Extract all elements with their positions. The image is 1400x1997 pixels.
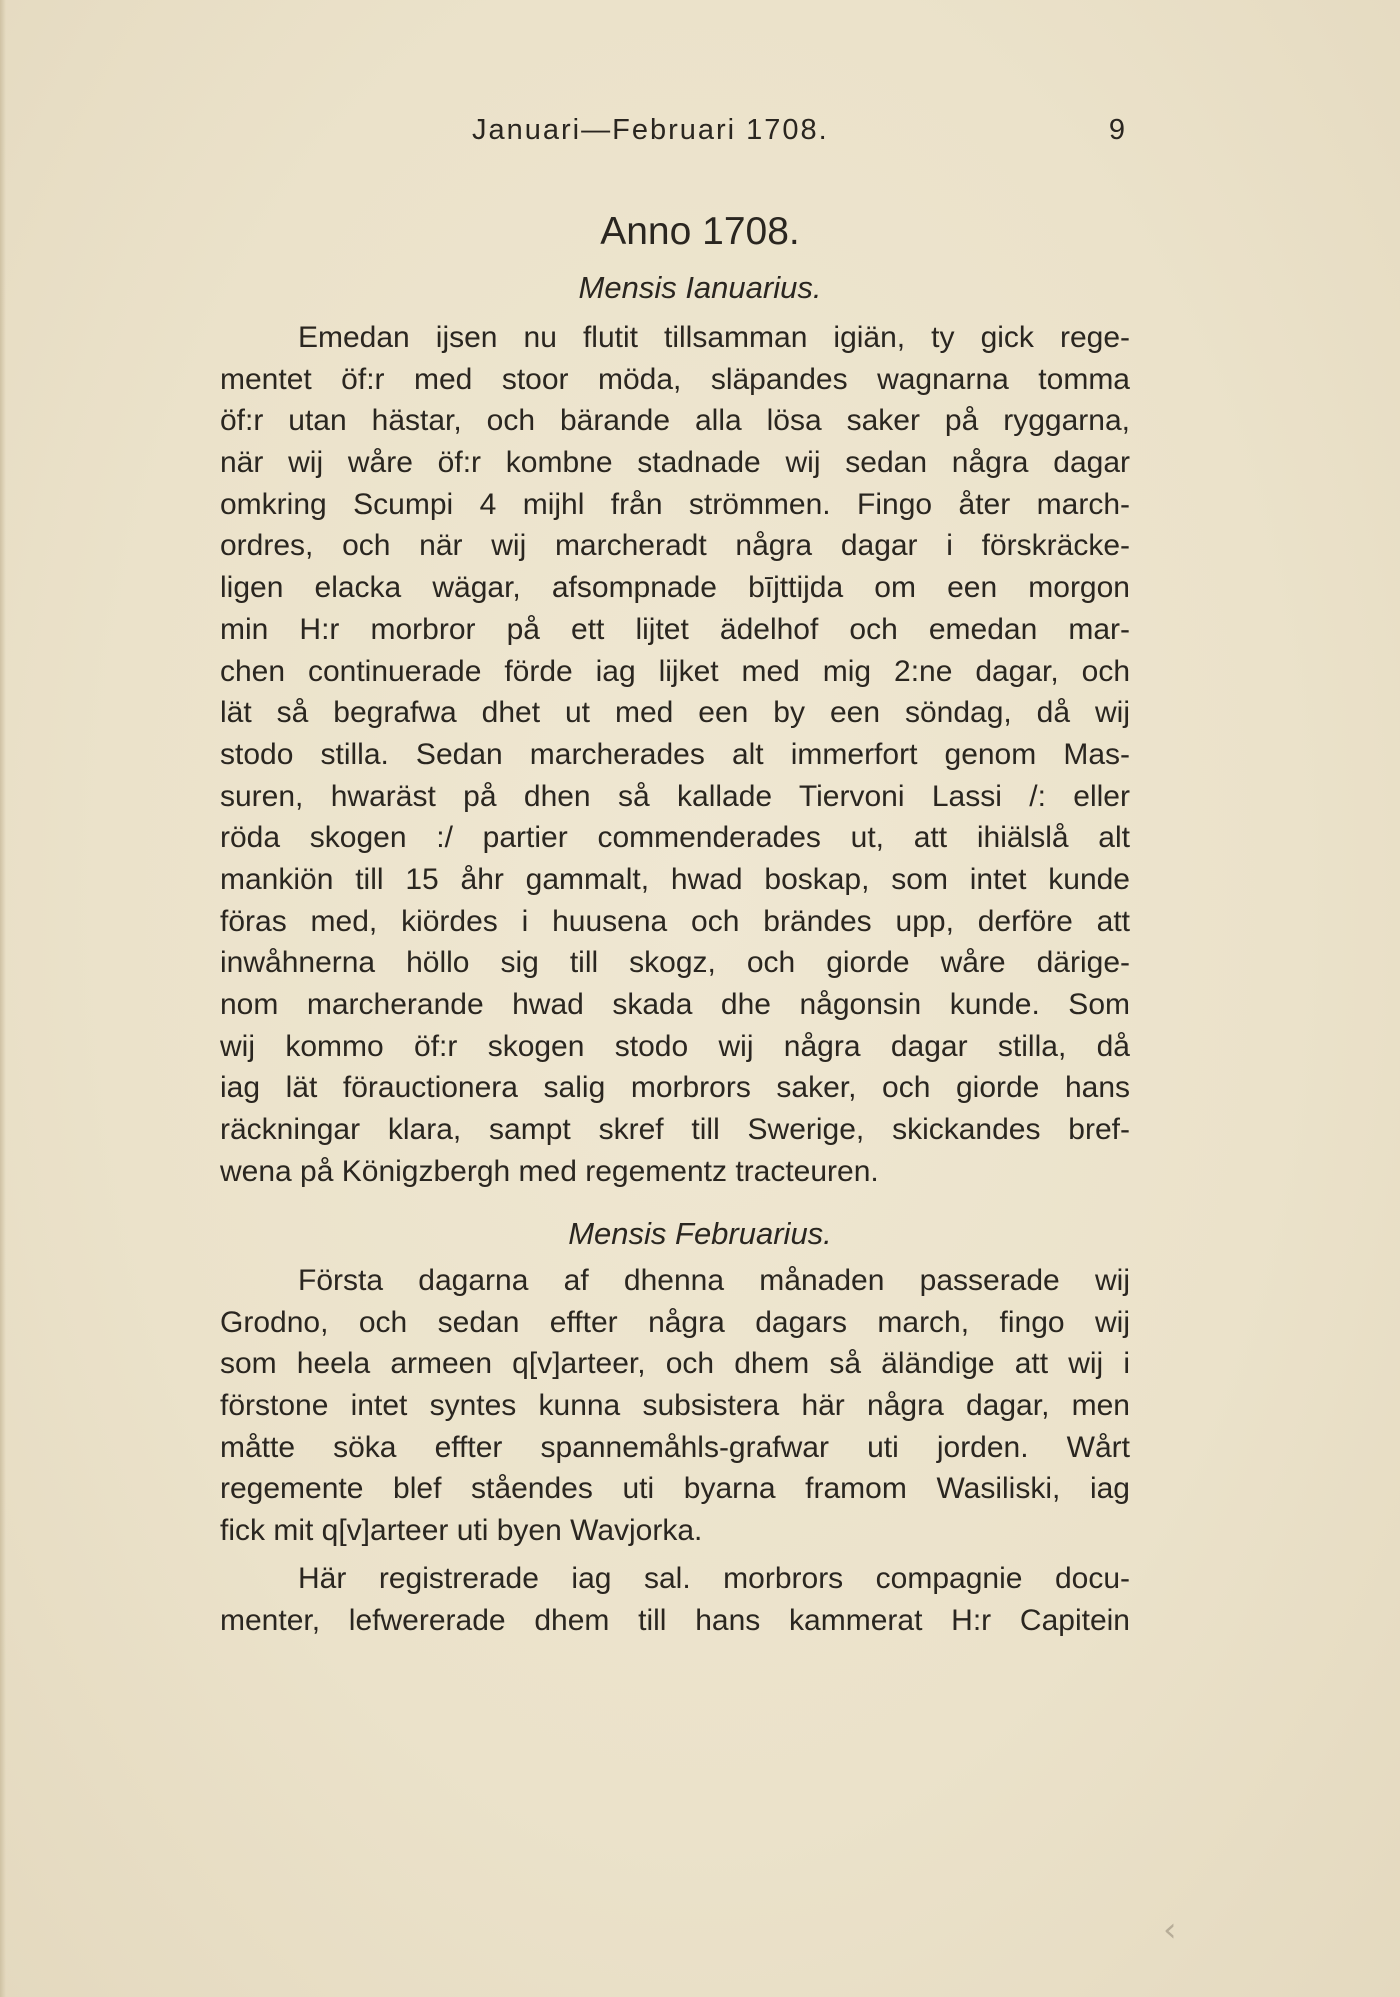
text-line: omkring Scumpi 4 mijhl från strömmen. Fingo åter march- (220, 487, 1130, 521)
text-line: wena på Königzbergh med regementz tracteuren. (220, 1154, 879, 1188)
text-line: mentet öf:r med stoor möda, släpandes wagnarna tomma (220, 362, 1130, 396)
text-line: räckningar klara, sampt skref till Swerige, skickandes bref- (220, 1113, 1130, 1147)
page-number: 9 (1108, 114, 1125, 146)
text-line: wij kommo öf:r skogen stodo wij några dagar stilla, då (220, 1029, 1130, 1063)
text-line: suren, hwaräst på dhen så kallade Tiervoni Lassi /: eller (220, 779, 1130, 813)
text-line: ligen elacka wägar, afsompnade bījttijda om een morgon (220, 571, 1130, 605)
text-line: stodo stilla. Sedan marcherades alt immerfort genom Mas- (220, 737, 1130, 771)
text-line: min H:r morbror på ett lijtet ädelhof och emedan mar- (220, 612, 1130, 646)
month-heading-january: Mensis Ianuarius. (578, 270, 822, 305)
paragraph-february-2 (220, 1558, 1130, 1641)
text-line: Emedan ijsen nu flutit tillsamman igiän, ty gick rege- (298, 321, 1130, 354)
paragraph-february-1 (220, 1260, 1130, 1552)
month-heading-february: Mensis Februarius. (568, 1216, 832, 1251)
text-line: förstone intet syntes kunna subsistera här några dagar, men (220, 1389, 1130, 1423)
text-line: som heela armeen q[v]arteer, och dhem så äländige att wij i (220, 1347, 1130, 1381)
text-line: chen continuerade förde iag lijket med mig 2:ne dagar, och (220, 654, 1130, 688)
text-line: ordres, och när wij marcheradt några dagar i förskräcke- (220, 529, 1130, 563)
text-line: Här registrerade iag sal. morbrors compagnie docu- (298, 1562, 1130, 1595)
paragraph-january-1 (220, 317, 1130, 1192)
text-line: lät så begrafwa dhet ut med een by een söndag, då wij (220, 696, 1130, 730)
text-line: fick mit q[v]arteer uti byen Wavjorka. (220, 1514, 703, 1548)
text-line: när wij wåre öf:r kombne stadnade wij sedan några dagar (220, 446, 1130, 480)
text-line: regemente blef ståendes uti byarna framom Wasiliski, iag (220, 1472, 1130, 1506)
year-heading: Anno 1708. (600, 210, 800, 253)
running-title: Januari—Februari 1708. (472, 114, 829, 146)
text-line: nom marcherande hwad skada dhe någonsin kunde. Som (220, 988, 1130, 1021)
text-line: Första dagarna af dhenna månaden passerade wij (298, 1264, 1130, 1297)
running-head (220, 114, 1125, 158)
text-line: öf:r utan hästar, och bärande alla lösa saker på ryggarna, (220, 404, 1130, 438)
text-line: röda skogen :/ partier commenderades ut, att ihiälslå alt (220, 821, 1130, 855)
pencil-mark: ‹ (1163, 1910, 1177, 1950)
text-line: mankiön till 15 åhr gammalt, hwad boskap, som intet kunde (220, 862, 1130, 896)
text-line: menter, lefwererade dhem till hans kammerat H:r Capitein (220, 1603, 1130, 1637)
text-line: måtte söka effter spannemåhls-grafwar uti jorden. Wårt (220, 1430, 1130, 1464)
text-line: iag lät förauctionera salig morbrors saker, och giorde hans (220, 1071, 1130, 1105)
text-line: Grodno, och sedan effter några dagars march, fingo wij (220, 1305, 1130, 1339)
text-line: föras med, kiördes i huusena och brändes upp, derföre att (220, 904, 1130, 938)
text-line: inwåhnerna höllo sig till skogz, och giorde wåre därige- (220, 946, 1130, 980)
